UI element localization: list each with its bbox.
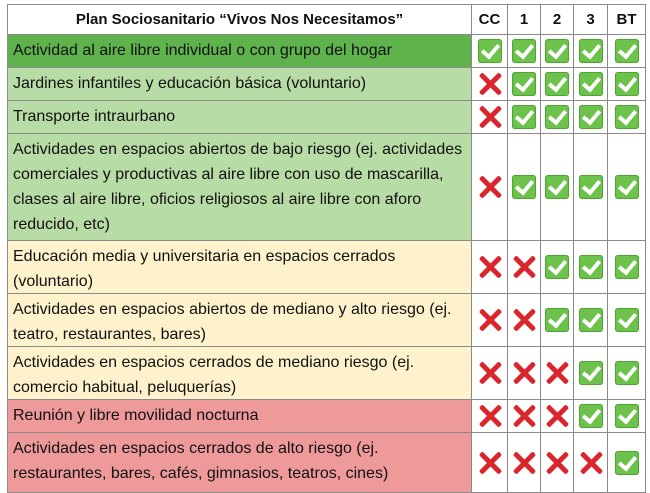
check-icon — [615, 105, 639, 129]
status-cell — [508, 241, 541, 294]
check-icon — [579, 175, 603, 199]
status-cell — [472, 101, 508, 134]
status-cell — [472, 347, 508, 400]
phase-header-bt: BT — [608, 5, 646, 35]
cross-icon — [478, 72, 502, 96]
cross-icon — [545, 451, 569, 475]
phase-header-cc: CC — [472, 5, 508, 35]
check-icon — [615, 308, 639, 332]
check-icon — [579, 255, 603, 279]
status-cell — [508, 400, 541, 433]
status-cell — [541, 134, 574, 241]
cross-icon — [512, 361, 536, 385]
cross-icon — [478, 105, 502, 129]
cross-icon — [545, 361, 569, 385]
activity-cell: Actividades en espacios abiertos de bajo riesgo (ej. actividades comerciales y productivas al aire libre con uso de mascarilla, clases al aire libre, oficios religiosos al aire libre con aforo reducido, etc) — [8, 134, 472, 241]
status-cell — [541, 433, 574, 493]
check-icon — [579, 308, 603, 332]
phase-header-1: 1 — [508, 5, 541, 35]
status-cell — [508, 35, 541, 68]
status-cell — [472, 241, 508, 294]
phase-header-2: 2 — [541, 5, 574, 35]
check-icon — [545, 39, 569, 63]
check-icon — [579, 39, 603, 63]
check-icon — [615, 72, 639, 96]
status-cell — [608, 433, 646, 493]
restrictions-table — [7, 4, 646, 493]
cross-icon — [579, 451, 603, 475]
check-icon — [579, 72, 603, 96]
status-cell — [574, 101, 608, 134]
status-cell — [541, 68, 574, 101]
status-cell — [574, 68, 608, 101]
status-cell — [574, 134, 608, 241]
check-icon — [615, 39, 639, 63]
cross-icon — [512, 451, 536, 475]
status-cell — [472, 68, 508, 101]
check-icon — [615, 451, 639, 475]
status-cell — [541, 241, 574, 294]
check-icon — [545, 255, 569, 279]
status-cell — [508, 433, 541, 493]
status-cell — [541, 347, 574, 400]
status-cell — [608, 294, 646, 347]
activity-cell: Jardines infantiles y educación básica (voluntario) — [8, 68, 472, 101]
check-icon — [579, 404, 603, 428]
activity-cell: Actividades en espacios cerrados de alto riesgo (ej. restaurantes, bares, cafés, gimnasios, teatros, cines) — [8, 433, 472, 493]
check-icon — [615, 361, 639, 385]
activity-cell: Transporte intraurbano — [8, 101, 472, 134]
status-cell — [608, 35, 646, 68]
activity-cell: Reunión y libre movilidad nocturna — [8, 400, 472, 433]
check-icon — [545, 308, 569, 332]
check-icon — [579, 361, 603, 385]
status-cell — [574, 433, 608, 493]
status-cell — [508, 134, 541, 241]
status-cell — [574, 400, 608, 433]
status-cell — [508, 68, 541, 101]
check-icon — [512, 105, 536, 129]
check-icon — [512, 175, 536, 199]
status-cell — [541, 35, 574, 68]
status-cell — [574, 347, 608, 400]
status-cell — [472, 294, 508, 347]
cross-icon — [512, 308, 536, 332]
check-icon — [579, 105, 603, 129]
cross-icon — [478, 404, 502, 428]
activity-cell: Actividad al aire libre individual o con grupo del hogar — [8, 35, 472, 68]
cross-icon — [478, 175, 502, 199]
cross-icon — [545, 404, 569, 428]
status-cell — [472, 400, 508, 433]
status-cell — [608, 347, 646, 400]
status-cell — [472, 35, 508, 68]
status-cell — [608, 400, 646, 433]
status-cell — [574, 35, 608, 68]
cross-icon — [478, 255, 502, 279]
check-icon — [545, 175, 569, 199]
status-cell — [608, 101, 646, 134]
status-cell — [472, 134, 508, 241]
activity-cell: Actividades en espacios cerrados de mediano riesgo (ej. comercio habitual, peluquerías) — [8, 347, 472, 400]
cross-icon — [512, 255, 536, 279]
status-cell — [472, 433, 508, 493]
status-cell — [574, 294, 608, 347]
check-icon — [478, 39, 502, 63]
status-cell — [608, 134, 646, 241]
phase-header-3: 3 — [574, 5, 608, 35]
check-icon — [615, 175, 639, 199]
status-cell — [574, 241, 608, 294]
status-cell — [541, 294, 574, 347]
status-cell — [541, 101, 574, 134]
status-cell — [608, 241, 646, 294]
check-icon — [615, 255, 639, 279]
status-cell — [608, 68, 646, 101]
status-cell — [508, 347, 541, 400]
check-icon — [512, 39, 536, 63]
status-cell — [508, 294, 541, 347]
status-cell — [508, 101, 541, 134]
activity-cell: Actividades en espacios abiertos de mediano y alto riesgo (ej. teatro, restaurantes, bares) — [8, 294, 472, 347]
check-icon — [545, 72, 569, 96]
cross-icon — [512, 404, 536, 428]
cross-icon — [478, 308, 502, 332]
check-icon — [512, 72, 536, 96]
cross-icon — [478, 361, 502, 385]
activity-cell: Educación media y universitaria en espacios cerrados (voluntario) — [8, 241, 472, 294]
table-title: Plan Sociosanitario “Vivos Nos Necesitamos” — [8, 5, 472, 35]
cross-icon — [478, 451, 502, 475]
status-cell — [541, 400, 574, 433]
check-icon — [545, 105, 569, 129]
check-icon — [615, 404, 639, 428]
